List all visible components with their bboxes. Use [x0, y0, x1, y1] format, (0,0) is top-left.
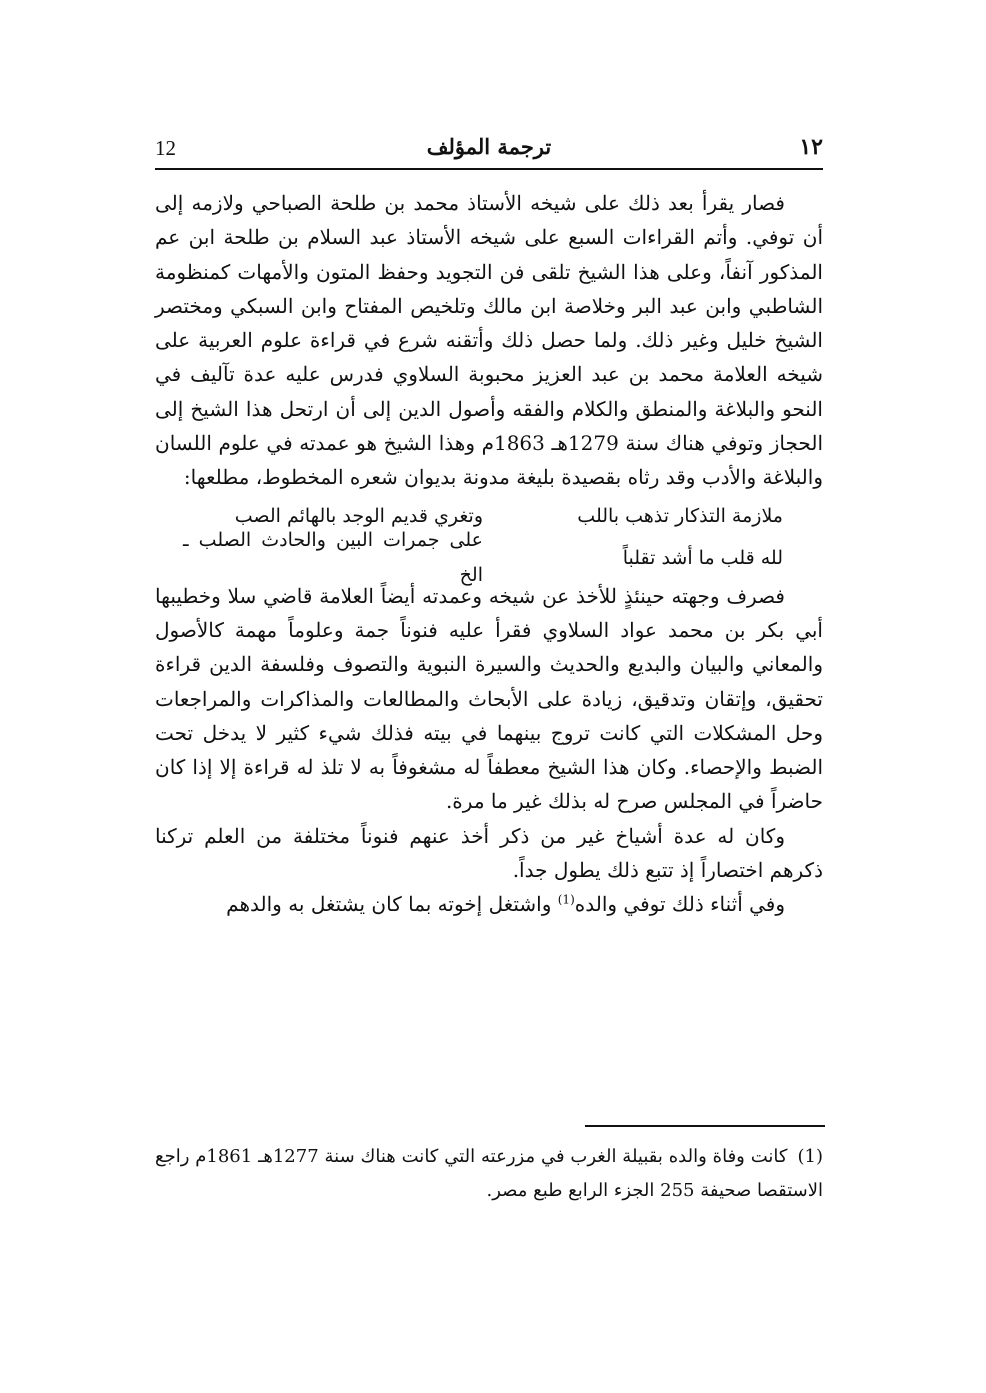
running-title: ترجمة المؤلف	[426, 134, 552, 159]
paragraph-1: فصار يقرأ بعد ذلك على شيخه الأستاذ محمد بن طلحة الصباحي ولازمه إلى أن توفي. وأتم القراءات السبع على شيخه الأستاذ عبد السلام بن طلحة ابن عم المذكور آنفاً، وعلى هذا الشيخ تلقى فن التجويد وحفظ المتون والأمهات كمنظومة الشاطبي وابن عبد البر وخلاصة ابن مالك وتلخيص المفتاح وابن السبكي ومختصر الشيخ خليل وغير ذلك. ولما حصل ذلك وأتقنه شرع في قراءة علوم العربية على شيخه العلامة محمد بن عبد العزيز محبوبة السلاوي فدرس عليه عدة تآليف في النحو والبلاغة والمنطق والكلام والفقه وأصول الدين إلى أن ارتحل هذا الشيخ إلى الحجاز وتوفي هناك سنة 1279هـ 1863م وهذا الشيخ هو عمدته في علوم اللسان والبلاغة والأدب وقد رثاه بقصيدة بليغة مدونة بديوان شعره المخطوط، مطلعها:	[155, 191, 824, 490]
footnotes	[155, 1140, 823, 1208]
footnote-reference: (1)	[557, 892, 575, 907]
paragraph-3: وكان له عدة أشياخ غير من ذكر أخذ عنهم فنوناً مختلفة من العلم تركنا ذكرهم اختصاراً إذ تتبع ذلك يطول جداً.	[155, 823, 823, 883]
paragraph-4	[155, 887, 823, 921]
verse-line-2	[155, 529, 823, 586]
paragraph-2: فصرف وجهته حينئذٍ للأخذ عن شيخه وعمدته أيضاً العلامة قاضي سلا وخطيبها أبي بكر بن محمد عواد السلاوي فقرأ عليه فنوناً جمة وعلوماً مهمة كالأصول والمعاني والبيان والبديع والحديث والسيرة النبوية والتصوف وفلسفة الدين قراءة تحقيق، وإتقان وتدقيق، زيادة على الأبحاث والمطالعات والمذاكرات والمراجعات وحل المشكلات التي كانت تروج بينهما في بيته فذلك شيء كثير لا يدخل تحت الضبط والإحصاء. وكان هذا الشيخ معطفاً له مشغوفاً به لا تلذ له قراءة إلا إذا كان حاضراً في المجلس صرح له بذلك غير ما مرة.	[155, 583, 823, 814]
verse-2-first-hemistich: لله قلب ما أشد تقلباً	[622, 546, 783, 569]
body-text	[155, 186, 823, 922]
page-header	[155, 134, 823, 164]
paragraph-4-end: واشتغل إخوته بما كان يشتغل به والدهم	[226, 892, 558, 917]
verse-1-second-hemistich: وتغري قديم الوجد بالهائم الصب	[234, 504, 483, 527]
verse-2-second-hemistich: على جمرات البين والحادث الصلب ـ الخ	[183, 529, 483, 586]
footnote-1-marker: (1)	[797, 1146, 823, 1167]
footnote-rule	[585, 1125, 825, 1127]
header-rule	[155, 168, 823, 170]
verse-1-first-hemistich: ملازمة التذكار تذهب باللب	[577, 504, 783, 527]
page-number-arabic: ١٢	[799, 134, 823, 160]
paragraph-4-start: وفي أثناء ذلك توفي والده	[574, 892, 785, 917]
page-number-latin: 12	[155, 136, 176, 160]
footnote-1	[155, 1140, 823, 1208]
footnote-1-text: كانت وفاة والده بقبيلة الغرب في مزرعته التي كانت هناك سنة 1277هـ 1861م راجع الاستقصا صحيفة 255 الجزء الرابع طبع مصر.	[155, 1146, 823, 1201]
